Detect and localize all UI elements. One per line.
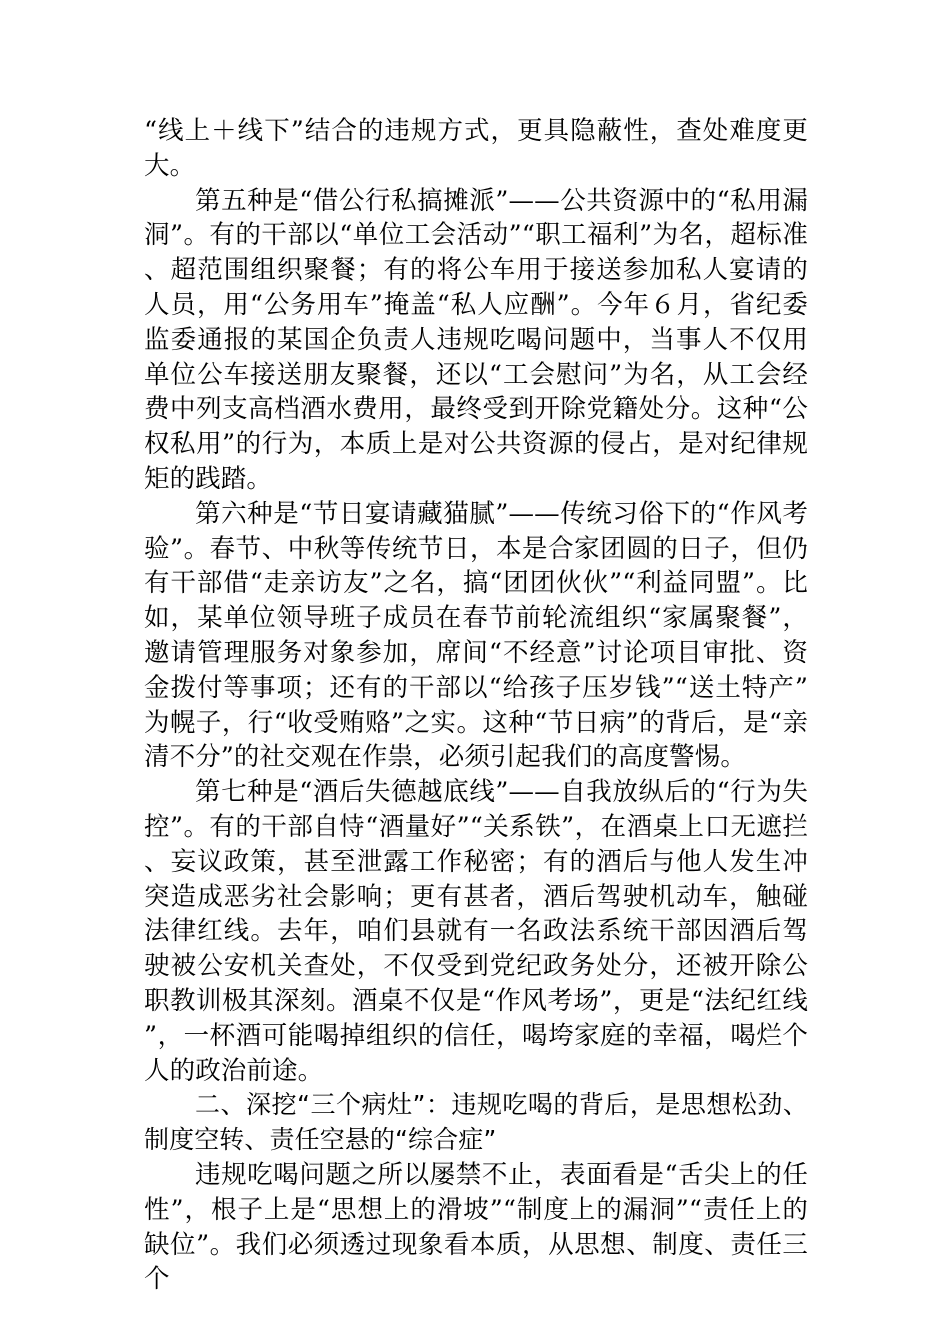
- paragraph-root-causes: 违规吃喝问题之所以屡禁不止，表面看是“舌尖上的任性”，根子上是“思想上的滑坡”“制度上的漏洞”“责任上的缺位”。我们必须透过现象看本质，从思想、制度、责任三个: [144, 1159, 808, 1295]
- paragraph-type-five: 第五种是“借公行私搞摊派”——公共资源中的“私用漏洞”。有的干部以“单位工会活动”“职工福利”为名，超标准、超范围组织聚餐；有的将公车用于接送参加私人宴请的人员，用“公务用车”掩盖“私人应酬”。今年６月，省纪委监委通报的某国企负责人违规吃喝问题中，当事人不仅用单位公车接送朋友聚餐，还以“工会慰问”为名，从工会经费中列支高档酒水费用，最终受到开除党籍处分。这种“公权私用”的行为，本质上是对公共资源的侵占，是对纪律规矩的践踏。: [144, 185, 808, 494]
- section-heading-two: 二、深挖“三个病灶”：违规吃喝的背后，是思想松劲、制度空转、责任空悬的“综合症”: [144, 1090, 808, 1155]
- paragraph-type-seven: 第七种是“酒后失德越底线”——自我放纵后的“行为失控”。有的干部自恃“酒量好”“关系铁”，在酒桌上口无遮拦、妄议政策，甚至泄露工作秘密；有的酒后与他人发生冲突造成恶劣社会影响；更有甚者，酒后驾驶机动车，触碰法律红线。去年，咱们县就有一名政法系统干部因酒后驾驶被公安机关查处，不仅受到党纪政务处分，还被开除公职教训极其深刻。酒桌不仅是“作风考场”，更是“法纪红线”，一杯酒可能喝掉组织的信任，喝垮家庭的幸福，喝烂个人的政治前途。: [144, 777, 808, 1086]
- paragraph-continuation: “线上＋线下”结合的违规方式，更具隐蔽性，查处难度更大。: [144, 116, 808, 181]
- document-page: [144, 114, 808, 1297]
- paragraph-type-six: 第六种是“节日宴请藏猫腻”——传统习俗下的“作风考验”。春节、中秋等传统节日，本是合家团圆的日子，但仍有干部借“走亲访友”之名，搞“团团伙伙”“利益同盟”。比如，某单位领导班子成员在春节前轮流组织“家属聚餐”，邀请管理服务对象参加，席间“不经意”讨论项目审批、资金拨付等事项；还有的干部以“给孩子压岁钱”“送土特产”为幌子，行“收受贿赂”之实。这种“节日病”的背后，是“亲清不分”的社交观在作祟，必须引起我们的高度警惕。: [144, 498, 808, 773]
